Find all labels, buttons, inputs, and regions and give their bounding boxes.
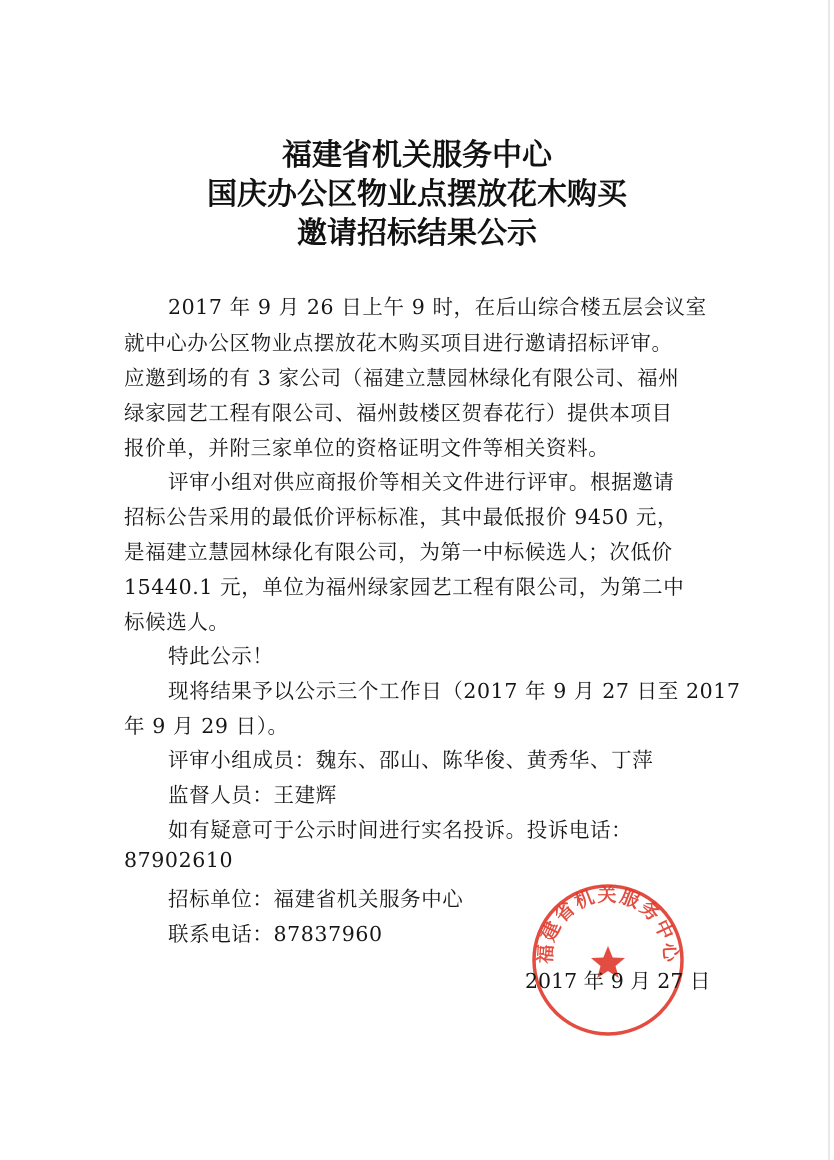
contact-phone: 联系电话：87837960 — [168, 922, 383, 946]
paragraph-2-line-1: 评审小组对供应商报价等相关文件进行评审。根据邀请 — [168, 470, 675, 494]
title-line-3: 邀请招标结果公示 — [297, 216, 537, 251]
paragraph-2-line-4: 15440.1 元，单位为福州绿家园艺工程有限公司，为第二中 — [124, 575, 685, 599]
paragraph-1-line-1: 2017 年 9 月 26 日上午 9 时，在后山综合楼五层会议室 — [168, 295, 707, 319]
signature-date: 2017 年 9 月 27 日 — [525, 969, 711, 993]
paragraph-1-line-3: 应邀到场的有 3 家公司（福建立慧园林绿化有限公司、福州 — [124, 366, 680, 390]
paragraph-3: 特此公示！ — [168, 644, 274, 668]
paragraph-2-line-3: 是福建立慧园林绿化有限公司，为第一中标候选人；次低价 — [124, 540, 673, 564]
svg-text:福建省机关服务中心: 福建省机关服务中心 — [534, 884, 682, 965]
paragraph-4-line-2: 年 9 月 29 日）。 — [124, 714, 289, 738]
title-line-1: 福建省机关服务中心 — [282, 138, 552, 173]
complaint-line-1: 如有疑意可于公示时间进行实名投诉。投诉电话： — [168, 818, 633, 842]
official-seal-icon — [528, 880, 688, 1040]
paragraph-2-line-2: 招标公告采用的最低价评标标准，其中最低报价 9450 元， — [124, 505, 679, 529]
page-edge — [828, 0, 830, 1160]
review-panel-members: 评审小组成员：魏东、邵山、陈华俊、黄秀华、丁萍 — [168, 748, 654, 772]
paragraph-4-line-1: 现将结果予以公示三个工作日（2017 年 9 月 27 日至 2017 — [168, 679, 741, 703]
paragraph-1-line-5: 报价单，并附三家单位的资格证明文件等相关资料。 — [124, 436, 610, 460]
paragraph-2-line-5: 标候选人。 — [124, 610, 230, 634]
paragraph-1-line-2: 就中心办公区物业点摆放花木购买项目进行邀请招标评审。 — [124, 331, 673, 355]
supervisor: 监督人员：王建辉 — [168, 783, 337, 807]
complaint-phone: 87902610 — [124, 848, 234, 872]
paragraph-1-line-4: 绿家园艺工程有限公司、福州鼓楼区贺春花行）提供本项目 — [124, 401, 673, 425]
title-line-2: 国庆办公区物业点摆放花木购买 — [207, 177, 627, 212]
tender-unit: 招标单位：福建省机关服务中心 — [168, 887, 464, 911]
